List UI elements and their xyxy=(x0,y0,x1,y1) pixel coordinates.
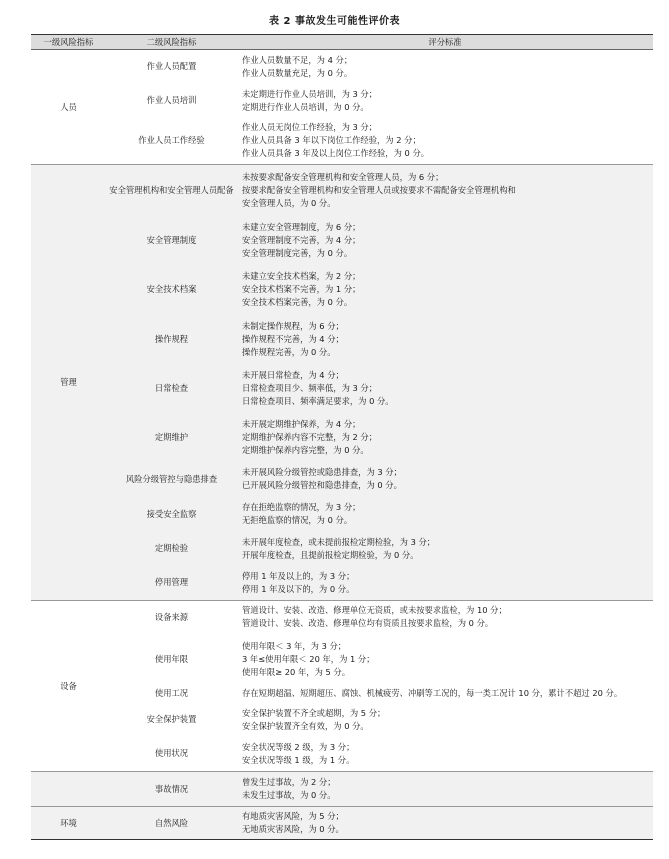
scoring-criteria xyxy=(237,737,653,772)
level2-indicator: 使用状况 xyxy=(154,748,189,759)
table-row xyxy=(31,315,653,364)
header-level1: 一级风险指标 xyxy=(31,35,106,50)
scoring-criteria xyxy=(237,772,653,807)
criteria-line: 日常检查项目少、频率低，为 3 分； xyxy=(242,382,378,393)
table-row xyxy=(31,737,653,772)
level1-indicator: 设备 xyxy=(31,601,106,772)
level2-indicator: 事故情况 xyxy=(106,772,237,807)
header-row xyxy=(31,35,653,50)
criteria-line: 定期维护保养内容完整，为 0 分。 xyxy=(242,444,369,455)
criteria-line: 管道设计、安装、改造、修理单位无资质，或未按要求监检，为 10 分； xyxy=(242,605,507,616)
criteria-line: 3 年≤使用年限＜ 20 年，为 1 分； xyxy=(242,653,375,664)
header-criteria: 评分标准 xyxy=(237,35,653,50)
criteria-line: 安全保护装置不齐全或超期，为 5 分； xyxy=(242,707,386,718)
table-row xyxy=(31,462,653,497)
level1-indicator: 管理 xyxy=(31,165,106,601)
level2-indicator: 安全技术档案 xyxy=(106,265,237,315)
criteria-line: 安全管理制度不完善，为 4 分； xyxy=(242,235,361,245)
scoring-criteria xyxy=(237,462,653,497)
criteria-line: 未开展定期维护保养，为 4 分； xyxy=(242,418,361,429)
scoring-criteria xyxy=(237,566,653,601)
table-row xyxy=(31,685,653,703)
scoring-criteria xyxy=(237,807,653,840)
criteria-line: 安全状况等级 1 级，为 1 分。 xyxy=(242,754,355,765)
level1-indicator: 环境 xyxy=(31,807,106,840)
table-body xyxy=(31,50,653,840)
level2-indicator: 作业人员配置 xyxy=(146,61,197,72)
criteria-line: 操作规程不完善，为 4 分； xyxy=(242,333,344,344)
header-level2: 二级风险指标 xyxy=(106,35,237,50)
table-row xyxy=(31,165,653,217)
table-row xyxy=(31,566,653,601)
criteria-line: 无地质灾害风险，为 0 分。 xyxy=(242,824,344,834)
criteria-line: 定期进行作业人员培训，为 0 分。 xyxy=(242,101,369,112)
table-row xyxy=(31,217,653,265)
scoring-criteria xyxy=(237,265,653,315)
level2-indicator: 停用管理 xyxy=(106,566,237,601)
table-row xyxy=(31,532,653,566)
criteria-line: 已开展风险分级管控和隐患排查，为 0 分。 xyxy=(242,480,402,490)
level2-indicator: 安全保护装置 xyxy=(146,714,197,724)
level1-indicator: 人员 xyxy=(60,101,77,112)
criteria-line: 安全状况等级 2 级，为 3 分； xyxy=(242,741,355,752)
level2-indicator: 安全管理机构和安全管理人员配备 xyxy=(106,165,237,217)
table-row xyxy=(31,807,653,840)
table-row xyxy=(31,703,653,737)
level2-indicator: 设备来源 xyxy=(106,601,237,634)
scoring-criteria xyxy=(237,601,653,634)
level2-indicator: 自然风险 xyxy=(106,807,237,840)
criteria-line: 未开展风险分级管控或隐患排查，为 3 分； xyxy=(242,467,402,477)
criteria-line: 作业人员具备 3 年及以上岗位工作经验，为 0 分。 xyxy=(242,148,430,159)
evaluation-table xyxy=(31,34,653,840)
table-row xyxy=(31,364,653,413)
table-row xyxy=(31,50,653,84)
table-row xyxy=(31,497,653,532)
criteria-line: 未开展年度检查，或未提前报检定期检验，为 3 分； xyxy=(242,536,436,547)
table-row xyxy=(31,118,653,165)
scoring-criteria xyxy=(237,118,653,165)
scoring-criteria xyxy=(237,685,653,703)
level2-indicator: 风险分级管控与隐患排查 xyxy=(106,462,237,497)
table-row xyxy=(31,265,653,315)
scoring-criteria xyxy=(237,497,653,532)
level2-indicator: 操作规程 xyxy=(106,315,237,364)
criteria-line: 未定期进行作业人员培训，为 3 分； xyxy=(242,88,378,99)
table-row xyxy=(31,601,653,634)
level2-indicator: 安全管理制度 xyxy=(106,217,237,265)
scoring-criteria xyxy=(237,703,653,737)
criteria-line: 未建立安全技术档案，为 2 分； xyxy=(242,271,361,281)
scoring-criteria xyxy=(237,217,653,265)
table-title: 表 2 事故发生可能性评价表 xyxy=(269,16,400,27)
criteria-line: 未开展日常检查，为 4 分； xyxy=(242,369,344,380)
criteria-line: 停用 1 年及以下的，为 0 分。 xyxy=(242,583,355,594)
criteria-line: 管道设计、安装、改造、修理单位均有资质且按要求监检，为 0 分。 xyxy=(242,618,494,629)
criteria-line: 安全保护装置齐全有效，为 0 分。 xyxy=(242,720,369,731)
criteria-line: 作业人员具备 3 年以下岗位工作经验，为 2 分； xyxy=(242,135,421,146)
criteria-line: 按要求配备安全管理机构和安全管理人员或按要求不需配备安全管理机构和 xyxy=(242,185,516,196)
scoring-criteria xyxy=(237,84,653,118)
scoring-criteria xyxy=(237,413,653,462)
criteria-line: 作业人员无岗位工作经验，为 3 分； xyxy=(242,122,378,133)
criteria-line: 使用年限＜ 3 年，为 3 分； xyxy=(242,640,347,651)
criteria-line: 作业人员数量不足，为 4 分； xyxy=(242,54,353,65)
criteria-line: 操作规程完善，为 0 分。 xyxy=(242,346,336,357)
scoring-criteria xyxy=(237,634,653,685)
table-row xyxy=(31,772,653,807)
scoring-criteria xyxy=(237,165,653,217)
criteria-line: 存在短期超温、短期超压、腐蚀、机械疲劳、冲刷等工况的，每一类工况计 10 分，累计不超过 20 分。 xyxy=(242,688,623,698)
criteria-line: 存在拒绝监察的情况，为 3 分； xyxy=(242,502,361,512)
scoring-criteria xyxy=(237,364,653,413)
level2-indicator: 定期检验 xyxy=(106,532,237,566)
criteria-line: 无拒绝监察的情况，为 0 分。 xyxy=(242,515,353,525)
criteria-line: 作业人员数量充足，为 0 分。 xyxy=(242,67,353,78)
table-row xyxy=(31,634,653,685)
criteria-line: 安全技术档案不完善，为 1 分； xyxy=(242,284,361,294)
criteria-line: 未建立安全管理制度，为 6 分； xyxy=(242,222,361,232)
criteria-line: 有地质灾害风险，为 5 分； xyxy=(242,811,344,821)
criteria-line: 未按要求配备安全管理机构和安全管理人员，为 6 分； xyxy=(242,172,444,183)
criteria-line: 停用 1 年及以上的，为 3 分； xyxy=(242,570,355,581)
criteria-line: 定期维护保养内容不完整，为 2 分； xyxy=(242,431,378,442)
scoring-criteria xyxy=(237,532,653,566)
criteria-line: 日常检查项目、频率满足要求，为 0 分。 xyxy=(242,395,394,406)
table-row xyxy=(31,413,653,462)
level1-indicator xyxy=(31,772,106,807)
level2-indicator: 定期维护 xyxy=(106,413,237,462)
level2-indicator: 接受安全监察 xyxy=(106,497,237,532)
criteria-line: 安全管理人员，为 0 分。 xyxy=(242,198,336,209)
level2-indicator: 作业人员工作经验 xyxy=(138,135,205,146)
criteria-line: 未制定操作规程，为 6 分； xyxy=(242,320,344,331)
level2-indicator: 作业人员培训 xyxy=(146,95,197,105)
level2-indicator: 使用年限 xyxy=(154,653,189,664)
criteria-line: 使用年限≥ 20 年，为 5 分。 xyxy=(242,666,351,677)
scoring-criteria xyxy=(237,50,653,84)
table-row xyxy=(31,84,653,118)
level2-indicator: 使用工况 xyxy=(154,688,189,698)
criteria-line: 开展年度检查，且提前报检定期检验，为 0 分。 xyxy=(242,549,419,560)
criteria-line: 曾发生过事故，为 2 分； xyxy=(242,777,336,787)
scoring-criteria xyxy=(237,315,653,364)
criteria-line: 安全管理制度完善，为 0 分。 xyxy=(242,248,353,258)
criteria-line: 未发生过事故，为 0 分。 xyxy=(242,790,336,800)
criteria-line: 安全技术档案完善，为 0 分。 xyxy=(242,297,353,307)
level2-indicator: 日常检查 xyxy=(106,364,237,413)
